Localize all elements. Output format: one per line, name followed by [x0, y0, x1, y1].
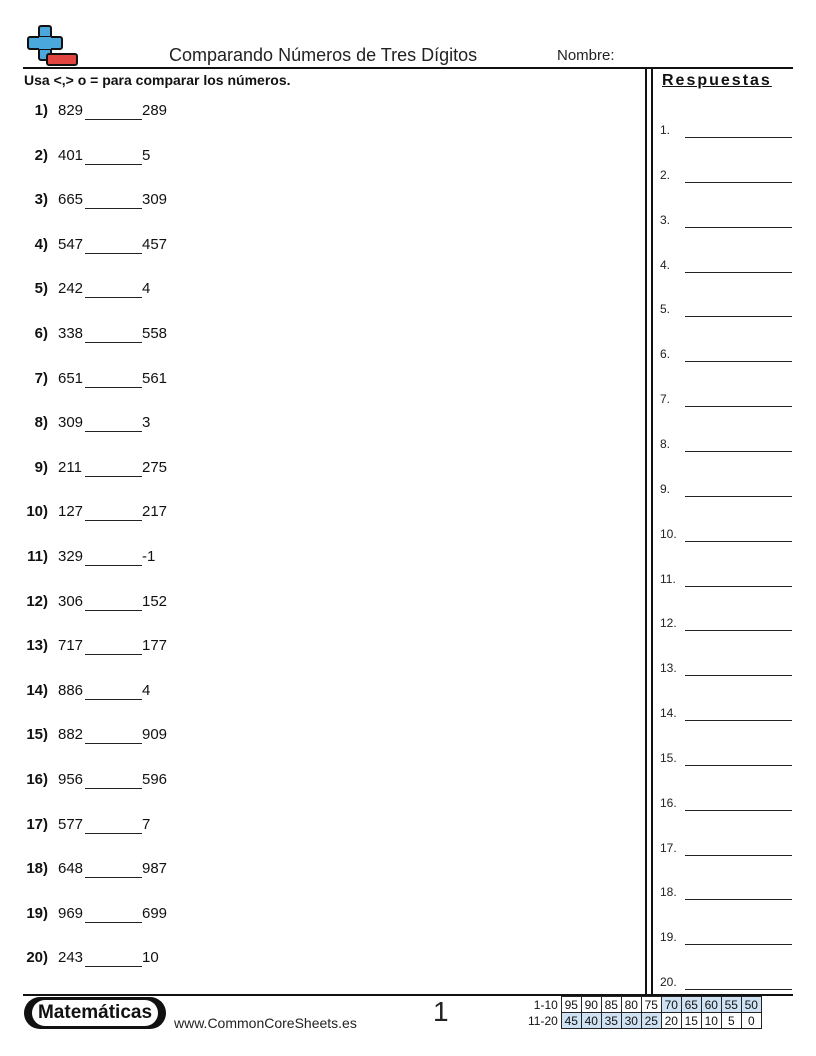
second-number: 909 [142, 726, 168, 744]
problem-number: 11) [27, 548, 48, 565]
score-cell: 0 [741, 1013, 761, 1029]
problem-row [0, 593, 620, 615]
problem-number: 1) [34, 102, 48, 119]
answer-label: 11. [660, 571, 676, 586]
second-number: 561 [142, 369, 168, 387]
problem-row [0, 147, 620, 169]
score-row [528, 997, 761, 1013]
answer-row [660, 213, 795, 233]
second-number: 699 [142, 904, 168, 922]
problem-row [0, 503, 620, 525]
problem-row [0, 102, 620, 124]
score-cell: 50 [741, 997, 761, 1013]
answer-label: 12. [660, 616, 677, 631]
answer-line[interactable] [685, 451, 792, 452]
problem-row [0, 459, 620, 481]
second-number: 177 [142, 637, 168, 655]
first-number: 648 [58, 860, 84, 878]
answer-label: 17. [660, 840, 677, 855]
score-cell: 65 [681, 997, 701, 1013]
first-number: 401 [58, 146, 84, 164]
answer-line[interactable] [685, 810, 792, 811]
second-number: 558 [142, 325, 168, 342]
answer-label: 10. [660, 526, 677, 541]
score-cell: 25 [641, 1013, 661, 1029]
score-cell: 85 [601, 997, 621, 1013]
second-number: 596 [142, 771, 168, 788]
score-cell: 5 [721, 1013, 741, 1029]
problem-row [0, 191, 620, 213]
answer-line[interactable] [685, 361, 792, 362]
second-number: 987 [142, 860, 168, 878]
problem-row [0, 682, 620, 704]
answer-row [660, 437, 795, 457]
first-number: 242 [58, 280, 84, 298]
problem-number: 18) [26, 860, 48, 878]
answer-label: 13. [660, 661, 677, 676]
answer-blank[interactable] [85, 476, 142, 477]
score-cell: 40 [581, 1013, 601, 1029]
score-cell: 10 [701, 1013, 721, 1029]
answer-row [660, 392, 795, 412]
first-number: 956 [58, 771, 84, 788]
problem-number: 5) [34, 280, 48, 298]
first-number: 309 [58, 414, 84, 432]
instructions: Usa <,> o = para comparar los números. [24, 72, 291, 88]
answer-label: 8. [660, 436, 671, 451]
answer-label: 14. [660, 706, 677, 721]
problem-row [0, 414, 620, 436]
answer-label: 6. [660, 347, 671, 362]
problem-row [0, 370, 620, 392]
page-number: 1 [433, 996, 449, 1027]
score-cell: 70 [661, 997, 681, 1013]
score-cell: 45 [561, 1013, 581, 1029]
second-number: 309 [142, 191, 168, 209]
answer-line[interactable] [685, 496, 792, 497]
answer-row [660, 706, 795, 726]
answer-blank[interactable] [85, 208, 142, 209]
problem-number: 6) [34, 325, 48, 342]
second-number: 152 [142, 592, 168, 610]
score-cell: 75 [641, 997, 661, 1013]
problem-number: 9) [34, 458, 48, 476]
first-number: 577 [58, 815, 84, 833]
answer-label: 15. [660, 750, 677, 765]
problem-row [0, 860, 620, 882]
first-number: 717 [58, 637, 84, 655]
answer-line[interactable] [685, 765, 792, 766]
problem-number: 4) [34, 235, 48, 253]
first-number: 665 [58, 191, 84, 209]
answer-blank[interactable] [85, 610, 142, 611]
first-number: 329 [58, 548, 84, 565]
score-row [528, 1013, 761, 1029]
answer-row [660, 302, 795, 322]
second-number: 10 [142, 949, 159, 967]
column-divider-right [651, 69, 653, 995]
problem-number: 20) [26, 949, 48, 967]
score-cell: 20 [661, 1013, 681, 1029]
second-number: 4 [142, 681, 151, 699]
column-divider-left [645, 69, 647, 995]
answer-row [660, 616, 795, 636]
second-number: 217 [142, 503, 168, 521]
first-number: 886 [58, 681, 84, 699]
second-number: 7 [142, 815, 151, 833]
score-cell: 30 [621, 1013, 641, 1029]
score-row-label: 1-10 [533, 997, 558, 1012]
answer-label: 18. [660, 885, 677, 900]
answer-line[interactable] [685, 541, 792, 542]
answer-line[interactable] [685, 855, 792, 856]
problem-number: 13) [26, 637, 48, 655]
answer-blank[interactable] [85, 520, 142, 521]
score-cell: 55 [721, 997, 741, 1013]
answer-blank[interactable] [85, 342, 142, 343]
score-cell: 95 [561, 997, 581, 1013]
brand-label: Matemáticas [32, 1000, 158, 1026]
name-label: Nombre: [557, 47, 615, 64]
answer-blank[interactable] [85, 119, 142, 120]
problem-row [0, 905, 620, 927]
answer-row [660, 885, 795, 905]
answer-row [660, 482, 795, 502]
score-cell: 35 [601, 1013, 621, 1029]
answer-row [660, 527, 795, 547]
problem-number: 8) [34, 414, 48, 432]
answer-label: 9. [660, 481, 671, 496]
answer-line[interactable] [685, 316, 792, 317]
second-number: 275 [142, 458, 168, 476]
answer-blank[interactable] [85, 164, 142, 165]
second-number: 3 [142, 414, 151, 432]
answer-line[interactable] [685, 989, 792, 990]
second-number: 5 [142, 146, 151, 164]
answer-blank[interactable] [85, 833, 142, 834]
answer-blank[interactable] [85, 431, 142, 432]
score-cell: 80 [621, 997, 641, 1013]
first-number: 547 [58, 235, 84, 253]
problem-number: 15) [26, 726, 48, 744]
answer-line[interactable] [685, 586, 792, 587]
answer-line[interactable] [685, 227, 792, 228]
answer-row [660, 751, 795, 771]
answer-label: 5. [660, 302, 671, 317]
problem-row [0, 816, 620, 838]
answer-line[interactable] [685, 675, 792, 676]
score-table [528, 996, 762, 1029]
problem-row [0, 236, 620, 258]
answer-label: 7. [660, 392, 671, 407]
answer-blank[interactable] [85, 253, 142, 254]
answer-blank[interactable] [85, 387, 142, 388]
answer-row [660, 930, 795, 950]
answer-label: 3. [660, 212, 671, 227]
header-divider [23, 67, 793, 69]
first-number: 651 [58, 369, 84, 387]
second-number: -1 [142, 548, 156, 565]
site-url: www.CommonCoreSheets.es [174, 1015, 357, 1031]
answer-line[interactable] [685, 272, 792, 273]
score-cell: 60 [701, 997, 721, 1013]
answer-label: 4. [660, 257, 671, 272]
score-cell: 15 [681, 1013, 701, 1029]
first-number: 243 [58, 949, 84, 967]
first-number: 882 [58, 726, 84, 744]
answer-row [660, 661, 795, 681]
answer-label: 16. [660, 795, 677, 810]
answer-label: 1. [660, 123, 671, 137]
second-number: 4 [142, 280, 151, 298]
problem-row [0, 548, 620, 570]
answer-label: 20. [660, 975, 677, 990]
problem-number: 14) [26, 681, 48, 699]
answer-blank[interactable] [85, 922, 142, 923]
second-number: 457 [142, 235, 168, 253]
problem-number: 3) [34, 191, 48, 209]
first-number: 211 [58, 458, 82, 476]
score-row-label: 11-20 [528, 1013, 558, 1028]
answer-line[interactable] [685, 137, 792, 138]
problem-row [0, 949, 620, 971]
answer-blank[interactable] [85, 565, 142, 566]
page-title: Comparando Números de Tres Dígitos [169, 45, 478, 65]
answer-row [660, 572, 795, 592]
problem-row [0, 771, 620, 793]
answer-line[interactable] [685, 720, 792, 721]
problem-row [0, 637, 620, 659]
answer-row [660, 975, 795, 995]
problem-number: 10) [26, 503, 48, 521]
answer-row [660, 123, 795, 143]
answer-row [660, 796, 795, 816]
score-cell: 90 [581, 997, 601, 1013]
first-number: 127 [58, 503, 84, 521]
problem-row [0, 280, 620, 302]
answer-line[interactable] [685, 182, 792, 183]
answer-blank[interactable] [85, 877, 142, 878]
problem-number: 2) [34, 146, 48, 164]
answer-row [660, 347, 795, 367]
problem-number: 17) [26, 815, 48, 833]
answer-label: 2. [660, 167, 671, 182]
problem-number: 7) [34, 369, 48, 387]
problem-number: 12) [26, 592, 48, 610]
problem-number: 16) [26, 771, 48, 788]
first-number: 306 [58, 592, 84, 610]
answer-row [660, 168, 795, 188]
answer-blank[interactable] [85, 966, 142, 967]
plus-minus-logo-icon [23, 24, 79, 68]
answer-line[interactable] [685, 630, 792, 631]
answer-blank[interactable] [85, 297, 142, 298]
answer-blank[interactable] [85, 699, 142, 700]
answer-blank[interactable] [85, 743, 142, 744]
answer-label: 19. [660, 930, 677, 945]
answer-row [660, 841, 795, 861]
second-number: 289 [142, 102, 168, 119]
brand-badge [24, 997, 166, 1029]
answer-blank[interactable] [85, 788, 142, 789]
problem-number: 19) [26, 904, 48, 922]
answer-line[interactable] [685, 406, 792, 407]
first-number: 829 [58, 102, 84, 119]
answer-line[interactable] [685, 944, 792, 945]
answer-row [660, 258, 795, 278]
first-number: 338 [58, 325, 84, 342]
problem-row [0, 726, 620, 748]
answer-line[interactable] [685, 899, 792, 900]
problem-row [0, 325, 620, 347]
answers-heading: Respuestas [662, 72, 772, 89]
answer-blank[interactable] [85, 654, 142, 655]
first-number: 969 [58, 904, 84, 922]
